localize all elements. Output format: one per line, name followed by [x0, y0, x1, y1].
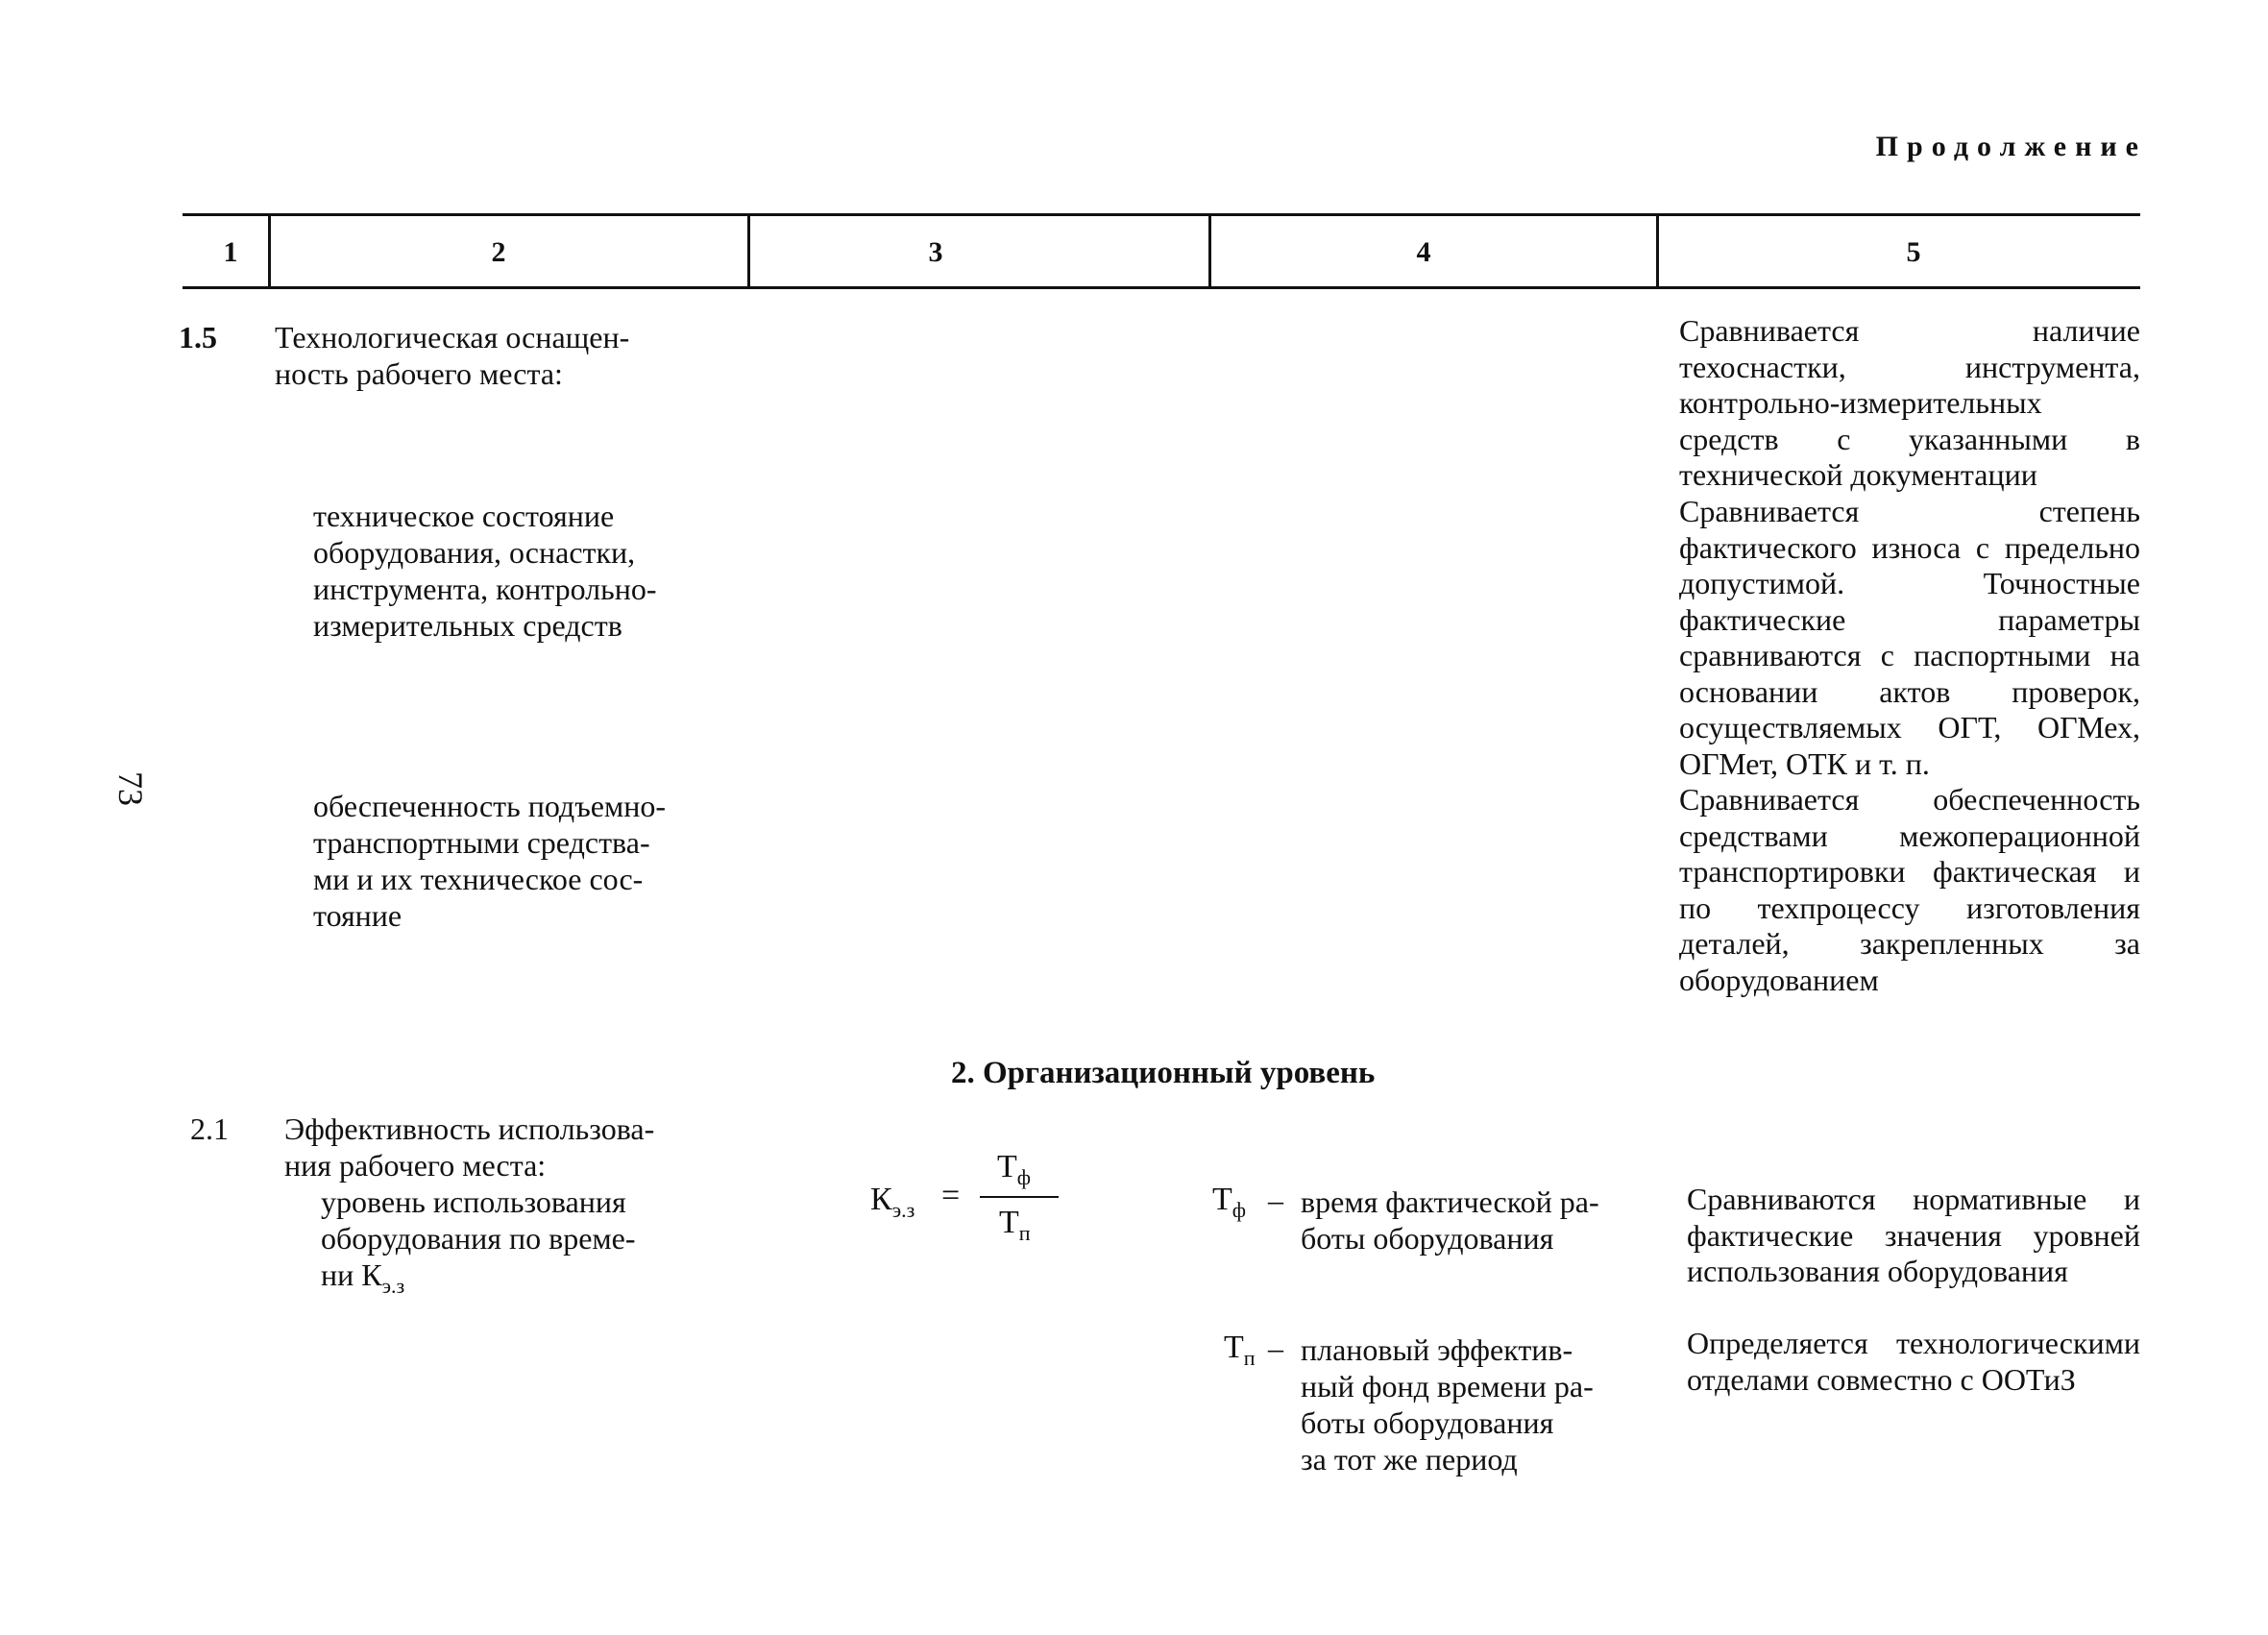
definition-symbol: $Т_ф$ [1212, 1182, 1247, 1222]
column-header-5: 5 [1906, 236, 1921, 268]
column-divider [1208, 213, 1211, 289]
sub-item-description: Сравнивается степень фактического износа с предельно допустимой. Точностные фактические параметры сравниваются с паспортными на основании актов проверок, осуществляемых ОГТ, ОГМех, ОГМет, ОТК и т. п. [1679, 494, 2140, 781]
page-number: 73 [111, 771, 150, 806]
formula-equals: = [941, 1178, 961, 1213]
table-header-bottom-rule [183, 286, 2140, 289]
definition-dash: – [1268, 1330, 1283, 1365]
column-divider [747, 213, 750, 289]
definition-symbol: $Т_п$ [1224, 1330, 1256, 1370]
formula-denominator: $Т_п$ [999, 1205, 1031, 1245]
table-header-top-rule [183, 213, 2140, 216]
row-title: Эффективность использова- ния рабочего места: [284, 1111, 655, 1183]
formula-numerator: $Т_ф$ [997, 1149, 1032, 1189]
column-header-4: 4 [1416, 236, 1431, 268]
column-header-1: 1 [223, 236, 238, 268]
sub-item-equipment-usage: уровень использования оборудования по време- ни $К_{э.з}$ [321, 1184, 636, 1298]
definition-dash: – [1268, 1183, 1283, 1217]
row-description: Сравнивается наличие техоснастки, инструмента, контрольно-измерительных средств с указанными в технической документации [1679, 313, 2140, 492]
sub-item-technical-condition: техническое состояние оборудования, оснастки, инструмента, контрольно- измерительных средств [313, 499, 657, 643]
row-number: 1.5 [179, 320, 217, 354]
definition-text: плановый эффектив- ный фонд времени ра- боты оборудования за тот же период [1301, 1332, 1594, 1476]
row-title: Технологическая оснащен- ность рабочего места: [275, 320, 630, 391]
row-description: Определяется технологическими отделами совместно с ООТиЗ [1687, 1326, 2140, 1397]
section-heading: 2. Организационный уровень [951, 1056, 1376, 1090]
sub-item-description: Сравнивается обеспеченность средствами межоперационной транспортировки фактическая и по техпроцессу изготовления деталей, закрепленных за оборудованием [1679, 782, 2140, 997]
definition-text: время фактической ра- боты оборудования [1301, 1184, 1599, 1256]
row-number: 2.1 [190, 1111, 229, 1146]
continuation-label: Продолжение [1875, 131, 2147, 162]
fraction-bar [980, 1196, 1059, 1198]
column-divider [1656, 213, 1659, 289]
column-header-2: 2 [491, 236, 506, 268]
formula-lhs: $К_{э.з}$ [870, 1182, 915, 1222]
sub-item-lifting-transport: обеспеченность подъемно- транспортными средства- ми и их техническое сос- тояние [313, 789, 666, 933]
column-header-3: 3 [928, 236, 943, 268]
column-divider [268, 213, 271, 289]
row-description: Сравниваются нормативные и фактические значения уровней использования оборудования [1687, 1182, 2140, 1288]
